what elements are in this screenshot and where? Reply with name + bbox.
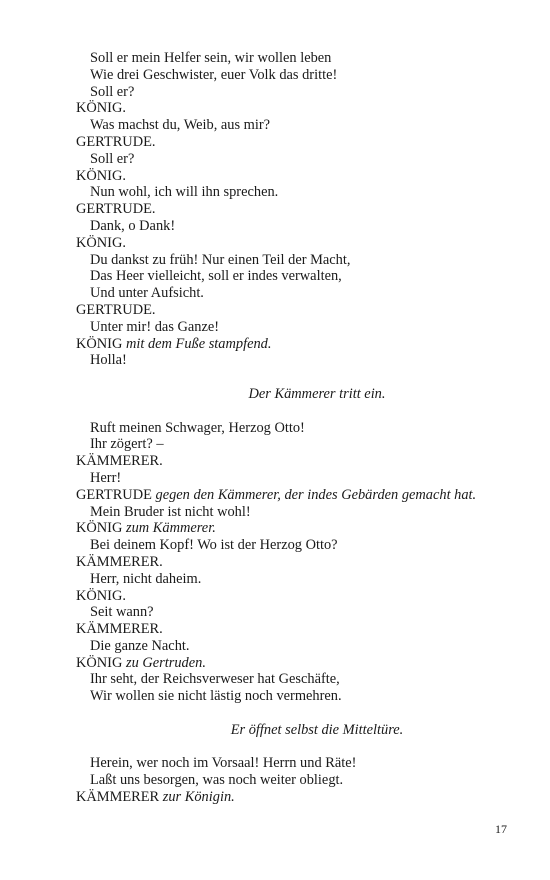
speaker-name [76, 201, 536, 218]
verse-line [76, 84, 536, 101]
stage-direction [76, 386, 536, 403]
speaker-name [76, 134, 536, 151]
speaker-name [76, 453, 536, 470]
speaker-label: KÄMMERER. [76, 453, 163, 470]
inline-stage-direction: zu Gertruden. [125, 654, 206, 671]
line-text: Mein Bruder ist nicht wohl! [90, 503, 251, 520]
verse-line [76, 67, 536, 84]
verse-line [76, 50, 536, 67]
blank-line [76, 705, 536, 722]
verse-line [76, 268, 536, 285]
speaker-name [76, 302, 536, 319]
line-text: Herr! [90, 469, 122, 486]
speaker-label: KÖNIG [76, 335, 123, 352]
speaker-name [76, 789, 536, 806]
verse-line [76, 772, 536, 789]
line-text: Herein, wer noch im Vorsaal! Herrn und Räte! [90, 755, 357, 772]
line-text: Herr, nicht daheim. [90, 570, 202, 587]
speaker-label: KÖNIG. [76, 100, 126, 117]
verse-line [76, 436, 536, 453]
stage-direction [76, 722, 536, 739]
inline-stage-direction: zum Kämmerer. [125, 520, 216, 537]
verse-line [76, 319, 536, 336]
verse-line [76, 470, 536, 487]
blank-line [76, 739, 536, 756]
speaker-label: KÖNIG [76, 654, 123, 671]
verse-line [76, 755, 536, 772]
blank-line [76, 403, 536, 420]
blank-line [76, 369, 536, 386]
verse-line [76, 537, 536, 554]
line-text: Soll er mein Helfer sein, wir wollen leben [90, 50, 332, 66]
speaker-label: KÄMMERER [76, 789, 160, 806]
speaker-name [76, 487, 536, 504]
verse-line [76, 285, 536, 302]
verse-line [76, 420, 536, 437]
verse-line [76, 117, 536, 134]
line-text: Wir wollen sie nicht lästig noch vermehren. [90, 688, 342, 705]
line-text: Laßt uns besorgen, was noch weiter obliegt. [90, 772, 344, 789]
line-text: Wie drei Geschwister, euer Volk das dritte! [90, 66, 338, 83]
line-text: Holla! [90, 352, 127, 369]
line-text: Das Heer vielleicht, soll er indes verwalten, [90, 268, 342, 285]
speaker-name [76, 336, 536, 353]
verse-line [76, 218, 536, 235]
line-text: Ruft meinen Schwager, Herzog Otto! [90, 419, 305, 436]
speaker-label: KÄMMERER. [76, 553, 163, 570]
line-text: Er öffnet selbst die Mitteltüre. [230, 721, 404, 738]
speaker-name [76, 621, 536, 638]
speaker-label: GERTRUDE [76, 486, 152, 503]
line-text: Du dankst zu früh! Nur einen Teil der Macht, [90, 251, 351, 268]
speaker-name [76, 100, 536, 117]
line-text: Was machst du, Weib, aus mir? [90, 117, 271, 134]
line-text: Ihr seht, der Reichsverweser hat Geschäfte, [90, 671, 340, 688]
line-text: Bei deinem Kopf! Wo ist der Herzog Otto? [90, 537, 338, 554]
line-text: Soll er? [90, 150, 135, 167]
verse-line [76, 352, 536, 369]
line-text: Ihr zögert? – [90, 436, 164, 453]
speaker-name [76, 168, 536, 185]
line-text: Seit wann? [90, 604, 154, 621]
speaker-name [76, 554, 536, 571]
verse-line [76, 571, 536, 588]
speaker-label: GERTRUDE. [76, 201, 156, 218]
line-text: Die ganze Nacht. [90, 637, 190, 654]
verse-line [76, 151, 536, 168]
inline-stage-direction: mit dem Fuße stampfend. [125, 335, 272, 352]
speaker-name [76, 235, 536, 252]
speaker-name [76, 588, 536, 605]
speaker-label: KÖNIG. [76, 587, 126, 604]
verse-line [76, 504, 536, 521]
verse-line [76, 604, 536, 621]
verse-line [76, 252, 536, 269]
inline-stage-direction: zur Königin. [162, 789, 235, 806]
verse-line [76, 671, 536, 688]
page-number: 17 [495, 822, 507, 836]
verse-line [76, 184, 536, 201]
speaker-label: KÖNIG [76, 520, 123, 537]
inline-stage-direction: gegen den Kämmerer, der indes Gebärden gemacht hat. [155, 486, 477, 503]
play-text [76, 50, 536, 806]
speaker-label: KÄMMERER. [76, 621, 163, 638]
speaker-label: KÖNIG. [76, 234, 126, 251]
speaker-name [76, 655, 536, 672]
speaker-label: KÖNIG. [76, 167, 126, 184]
line-text: Und unter Aufsicht. [90, 285, 204, 302]
verse-line [76, 638, 536, 655]
speaker-name [76, 520, 536, 537]
line-text: Nun wohl, ich will ihn sprechen. [90, 184, 279, 201]
speaker-label: GERTRUDE. [76, 133, 156, 150]
line-text: Dank, o Dank! [90, 217, 176, 234]
line-text: Der Kämmerer tritt ein. [248, 385, 386, 402]
verse-line [76, 688, 536, 705]
line-text: Unter mir! das Ganze! [90, 318, 220, 335]
line-text: Soll er? [90, 83, 135, 100]
speaker-label: GERTRUDE. [76, 301, 156, 318]
